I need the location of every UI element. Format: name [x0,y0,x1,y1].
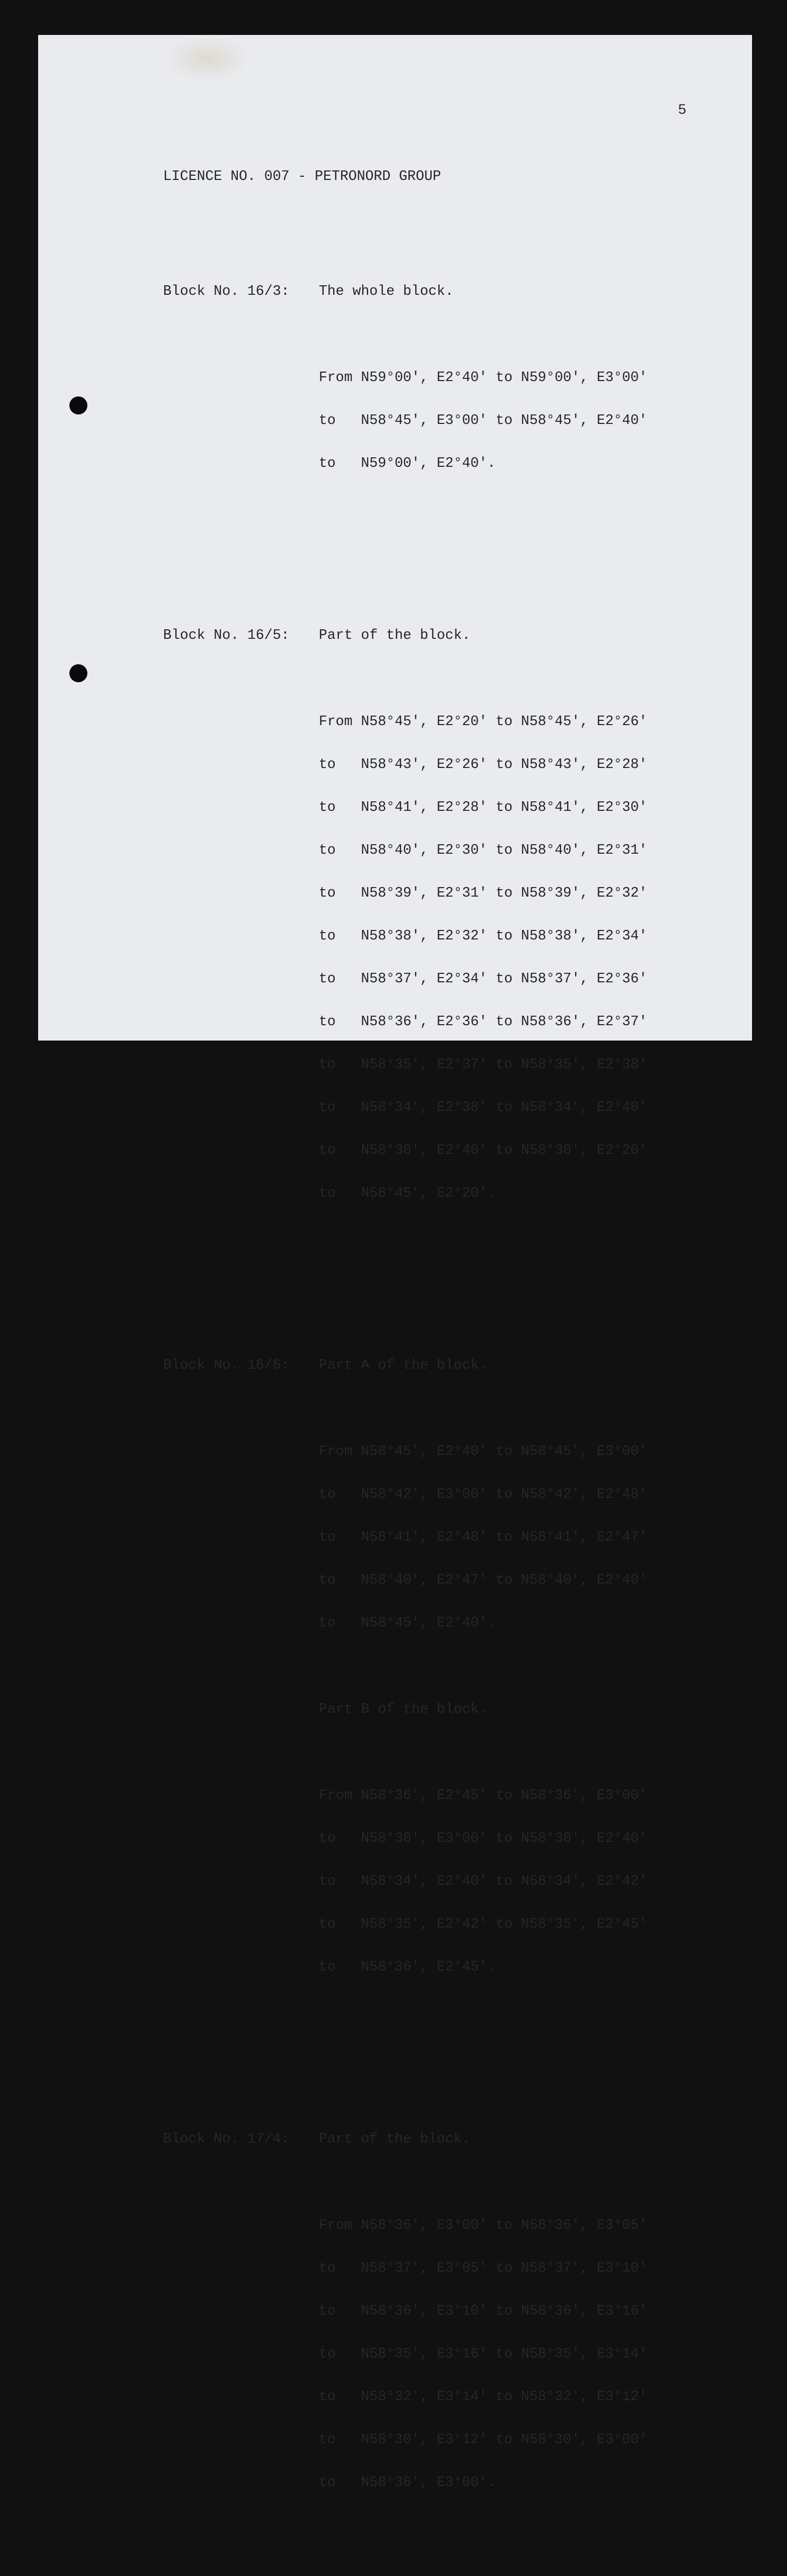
coordinate-line: From N58°45', E2°20' to N58°45', E2°26' [319,713,648,729]
coordinate-line: to N58°35', E2°37' to N58°35', E2°38' [319,1056,648,1072]
coordinate-line: to N58°40', E2°47' to N58°40', E2°40' [319,1572,648,1588]
coordinate-line: to N58°39', E2°31' to N58°39', E2°32' [319,885,648,901]
punch-hole-bottom [69,664,87,682]
part-description: Part A of the block. [319,1357,488,1373]
block-label: Block No. 16/6: [163,1357,290,1373]
coordinate-line: to N58°36', E2°45'. [319,1959,496,1975]
coordinate-line: to N58°34', E2°40' to N58°34', E2°42' [319,1873,648,1889]
coordinate-line: From N58°36', E3°00' to N58°36', E3°05' [319,2217,648,2233]
block-header [163,284,647,299]
coordinate-line: to N58°30', E2°40' to N58°30', E2°20' [319,1142,648,1158]
coordinate-line: From N58°45', E2°40' to N58°45', E3°00' [319,1443,648,1459]
licence-text [163,141,647,2576]
coordinate-list [319,686,647,1229]
block-label: Block No. 16/5: [163,627,290,643]
coordinate-line: to N58°32', E3°14' to N58°32', E3°12' [319,2389,648,2405]
coordinate-line: From N59°00', E2°40' to N59°00', E3°00' [319,369,648,385]
coordinate-list [319,1760,647,2003]
coordinate-line: to N58°35', E3°16' to N58°35', E3°14' [319,2346,648,2362]
coordinate-line: From N58°36', E2°45' to N58°36', E3°00' [319,1787,648,1803]
punch-hole-top [69,396,87,414]
coordinate-line: to N58°37', E3°05' to N58°37', E3°10' [319,2260,648,2276]
page-number: 5 [678,103,687,119]
block-header [163,1358,647,1372]
coordinate-line: to N58°37', E2°34' to N58°37', E2°36' [319,971,648,987]
part-description: Part B of the block. [319,1701,488,1717]
part-description: The whole block. [319,283,454,299]
licence-title: LICENCE NO. 007 - PETRONORD GROUP [163,168,441,184]
coordinate-list [319,1416,647,1659]
block-16-5 [163,600,647,1272]
coordinate-line: to N58°41', E2°48' to N58°41', E2°47' [319,1529,648,1545]
coordinate-line: to N58°42', E3°00' to N58°42', E2°48' [319,1486,648,1502]
coordinate-line: to N58°36', E3°00'. [319,2474,496,2490]
block-header [163,2132,647,2146]
coordinate-line: to N58°40', E2°30' to N58°40', E2°31' [319,842,648,858]
coordinate-list [319,342,647,499]
coordinate-list [319,2190,647,2518]
block-16-3 [163,256,647,543]
coordinate-line: to N58°45', E2°20'. [319,1185,496,1201]
coordinate-line: to N58°30', E3°00' to N58°30', E2°40' [319,1830,648,1846]
block-header [163,628,647,643]
block-16-6 [163,1330,647,2046]
block-label: Block No. 17/4: [163,2131,290,2147]
coordinate-line: to N58°34', E2°38' to N58°34', E2°40' [319,1099,648,1115]
coordinate-line: to N58°43', E2°26' to N58°43', E2°28' [319,756,648,772]
coordinate-line: to N58°41', E2°28' to N58°41', E2°30' [319,799,648,815]
block-17-4 [163,2103,647,2562]
block-label: Block No. 16/3: [163,283,290,299]
coordinate-line: to N58°36', E2°36' to N58°36', E2°37' [319,1014,648,1029]
coordinate-line: to N58°45', E2°40'. [319,1615,496,1631]
coordinate-line: to N59°00', E2°40'. [319,455,496,471]
coordinate-line: to N58°45', E3°00' to N58°45', E2°40' [319,412,648,428]
coordinate-line: to N58°36', E3°10' to N58°36', E3°16' [319,2303,648,2319]
paper-stain [165,35,250,83]
part-description: Part of the block. [319,2131,471,2147]
part-description: Part of the block. [319,627,471,643]
coordinate-line: to N58°35', E2°42' to N58°35', E2°45' [319,1916,648,1932]
coordinate-line: to N58°30', E3°12' to N58°30', E3°00' [319,2432,648,2447]
coordinate-line: to N58°38', E2°32' to N58°38', E2°34' [319,928,648,944]
